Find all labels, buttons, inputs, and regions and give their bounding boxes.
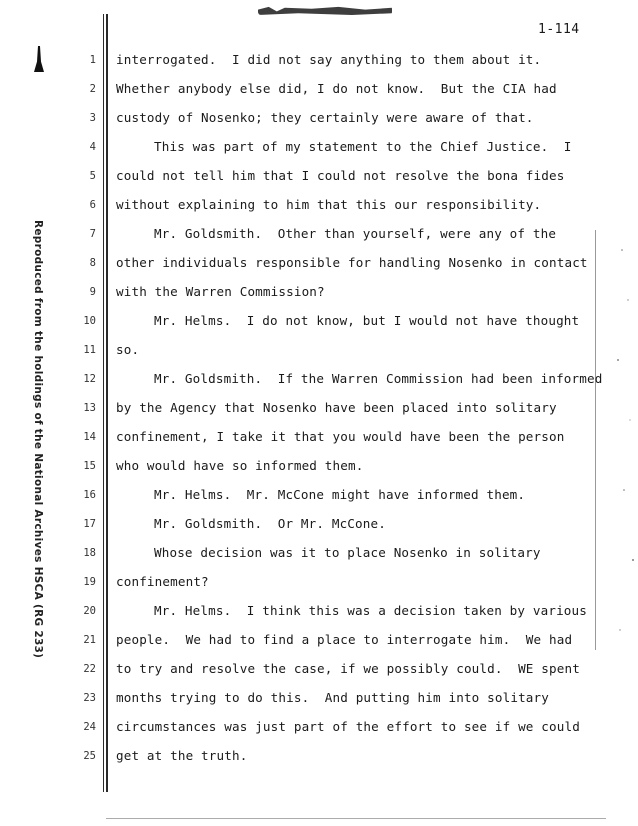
line-number: 2 [89, 83, 96, 95]
transcript-line: Mr. Helms. Mr. McCone might have informed them. [154, 487, 526, 502]
transcript-line: circumstances was just part of the effort to see if we could [116, 719, 580, 734]
transcript-line: Mr. Helms. I do not know, but I would not have thought [154, 313, 580, 328]
transcript-line: so. [116, 342, 140, 357]
transcript-line: interrogated. I did not say anything to them about it. [116, 52, 542, 67]
line-number: 9 [89, 286, 96, 298]
transcript-line: to try and resolve the case, if we possibly could. WE spent [116, 661, 580, 676]
line-number: 22 [83, 663, 96, 675]
transcript-line: get at the truth. [116, 748, 248, 763]
line-number: 13 [83, 402, 96, 414]
transcript-line: months trying to do this. And putting him into solitary [116, 690, 549, 705]
line-number: 24 [83, 721, 96, 733]
transcript-line: could not tell him that I could not resolve the bona fides [116, 168, 565, 183]
line-number: 5 [89, 170, 96, 182]
transcript-line: with the Warren Commission? [116, 284, 325, 299]
transcript-line: Mr. Helms. I think this was a decision taken by various [154, 603, 587, 618]
transcript-line: Mr. Goldsmith. Or Mr. McCone. [154, 516, 386, 531]
transcript-line: confinement? [116, 574, 209, 589]
line-number: 1 [89, 54, 96, 66]
line-number: 12 [83, 373, 96, 385]
line-number: 25 [83, 750, 96, 762]
line-number: 4 [89, 141, 96, 153]
transcript-line: who would have so informed them. [116, 458, 364, 473]
transcript-line: Mr. Goldsmith. If the Warren Commission had been informed [154, 371, 603, 386]
margin-rule-outer [103, 14, 104, 792]
scan-noise [600, 240, 636, 660]
transcript-line: This was part of my statement to the Chief Justice. I [154, 139, 572, 154]
transcript-line: Mr. Goldsmith. Other than yourself, were any of the [154, 226, 557, 241]
line-number: 3 [89, 112, 96, 124]
bottom-edge [106, 818, 606, 819]
line-number: 21 [83, 634, 96, 646]
transcript-line: people. We had to find a place to interrogate him. We had [116, 632, 573, 647]
line-number: 8 [89, 257, 96, 269]
line-number: 11 [83, 344, 96, 356]
right-edge-mark [595, 230, 596, 650]
page-number: 1-114 [538, 22, 580, 37]
line-number: 16 [83, 489, 96, 501]
transcript-line: Whether anybody else did, I do not know. But the CIA had [116, 81, 557, 96]
line-number: 17 [83, 518, 96, 530]
line-number: 10 [83, 315, 96, 327]
transcript-line: custody of Nosenko; they certainly were aware of that. [116, 110, 534, 125]
line-number: 23 [83, 692, 96, 704]
margin-mark [34, 46, 44, 72]
transcript-line: confinement, I take it that you would have been the person [116, 429, 565, 444]
archive-stamp: Reproduced from the holdings of the National Archives HSCA (RG 233) [32, 220, 44, 659]
line-number: 7 [89, 228, 96, 240]
line-number: 19 [83, 576, 96, 588]
transcript-line: other individuals responsible for handling Nosenko in contact [116, 255, 588, 270]
line-number: 18 [83, 547, 96, 559]
line-number: 20 [83, 605, 96, 617]
line-number: 6 [89, 199, 96, 211]
transcript-line: Whose decision was it to place Nosenko in solitary [154, 545, 541, 560]
margin-rule-inner [106, 14, 108, 792]
line-number: 15 [83, 460, 96, 472]
header-smudge [258, 6, 392, 15]
transcript-line: by the Agency that Nosenko have been placed into solitary [116, 400, 557, 415]
transcript-line: without explaining to him that this our responsibility. [116, 197, 542, 212]
line-number: 14 [83, 431, 96, 443]
